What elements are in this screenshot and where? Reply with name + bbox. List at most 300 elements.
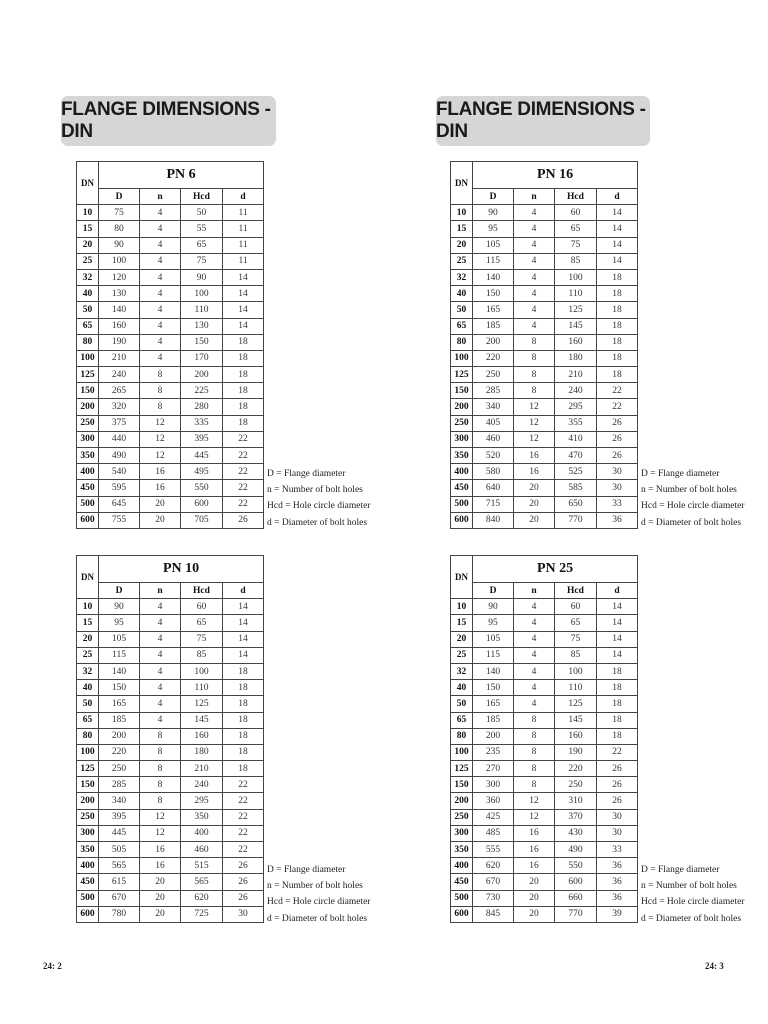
value-cell: 600 [555,874,597,890]
value-cell: 595 [99,480,140,496]
dn-cell: 15 [77,615,99,631]
dn-cell: 50 [77,696,99,712]
value-cell: 110 [555,680,597,696]
value-cell: 340 [473,399,514,415]
value-cell: 160 [555,728,597,744]
value-cell: 20 [514,874,555,890]
value-cell: 115 [473,647,514,663]
value-cell: 4 [140,599,181,615]
dn-cell: 50 [451,302,473,318]
dn-cell: 32 [451,269,473,285]
table-row [77,906,264,922]
hole-circle-header: Hcd [181,189,223,205]
value-cell: 16 [140,464,181,480]
value-cell: 8 [140,383,181,399]
value-cell: 640 [473,480,514,496]
value-cell: 20 [140,874,181,890]
value-cell: 8 [514,744,555,760]
value-cell: 8 [140,728,181,744]
value-cell: 65 [181,615,223,631]
value-cell: 190 [99,334,140,350]
value-cell: 22 [223,431,264,447]
legend-pn6 [267,466,370,531]
value-cell: 160 [181,728,223,744]
value-cell: 485 [473,825,514,841]
table-row [451,712,638,728]
value-cell: 210 [181,761,223,777]
value-cell: 14 [597,615,638,631]
table-row [451,663,638,679]
value-cell: 18 [597,728,638,744]
value-cell: 200 [99,728,140,744]
flange-diameter-header: D [473,189,514,205]
value-cell: 22 [223,793,264,809]
table-row [77,205,264,221]
value-cell: 150 [473,286,514,302]
value-cell: 12 [140,431,181,447]
legend-item: d = Diameter of bolt holes [267,913,368,924]
value-cell: 4 [514,253,555,269]
dn-cell: 40 [451,680,473,696]
value-cell: 30 [597,480,638,496]
dn-cell: 125 [77,761,99,777]
value-cell: 520 [473,448,514,464]
dn-cell: 32 [77,663,99,679]
value-cell: 100 [555,269,597,285]
value-cell: 540 [99,464,140,480]
pressure-class-label: PN 25 [473,556,638,583]
flange-diameter-header: D [473,583,514,599]
value-cell: 445 [99,825,140,841]
table-row [77,647,264,663]
table-row [77,825,264,841]
value-cell: 220 [473,350,514,366]
legend-item: d = Diameter of bolt holes [267,517,368,528]
value-cell: 295 [181,793,223,809]
value-cell: 4 [140,631,181,647]
value-cell: 4 [140,318,181,334]
value-cell: 4 [140,350,181,366]
dn-cell: 10 [77,205,99,221]
value-cell: 75 [181,631,223,647]
value-cell: 18 [597,696,638,712]
table-row [77,631,264,647]
value-cell: 105 [473,237,514,253]
value-cell: 145 [555,712,597,728]
table-row [77,712,264,728]
value-cell: 4 [140,680,181,696]
value-cell: 18 [223,663,264,679]
value-cell: 8 [514,761,555,777]
value-cell: 240 [99,367,140,383]
dn-cell: 150 [77,777,99,793]
value-cell: 705 [181,512,223,528]
value-cell: 18 [223,334,264,350]
value-cell: 14 [223,269,264,285]
bolt-count-header: n [514,583,555,599]
dn-cell: 600 [77,512,99,528]
value-cell: 80 [99,221,140,237]
value-cell: 20 [140,512,181,528]
dn-cell: 500 [451,890,473,906]
value-cell: 18 [223,712,264,728]
dn-cell: 50 [451,696,473,712]
table-row [77,793,264,809]
legend-item: d = Diameter of bolt holes [641,913,742,924]
value-cell: 200 [473,334,514,350]
value-cell: 4 [514,221,555,237]
value-cell: 555 [473,842,514,858]
dn-cell: 32 [77,269,99,285]
value-cell: 105 [99,631,140,647]
table-row [77,431,264,447]
value-cell: 410 [555,431,597,447]
value-cell: 125 [555,696,597,712]
dn-cell: 350 [451,842,473,858]
value-cell: 65 [555,221,597,237]
value-cell: 12 [514,399,555,415]
dn-cell: 300 [77,825,99,841]
value-cell: 4 [140,253,181,269]
hole-circle-header: Hcd [555,189,597,205]
value-cell: 220 [555,761,597,777]
value-cell: 60 [181,599,223,615]
value-cell: 190 [555,744,597,760]
dn-cell: 300 [451,825,473,841]
value-cell: 22 [223,842,264,858]
value-cell: 36 [597,890,638,906]
legend-item: n = Number of bolt holes [641,485,737,496]
value-cell: 22 [223,496,264,512]
value-cell: 4 [514,663,555,679]
value-cell: 20 [140,496,181,512]
legend-item: d = Diameter of bolt holes [641,517,742,528]
table-row [451,793,638,809]
dn-cell: 600 [451,512,473,528]
value-cell: 4 [514,205,555,221]
value-cell: 22 [223,825,264,841]
table-row [77,253,264,269]
value-cell: 600 [181,496,223,512]
value-cell: 110 [181,680,223,696]
value-cell: 95 [473,221,514,237]
legend-item: n = Number of bolt holes [641,881,737,892]
value-cell: 8 [514,334,555,350]
value-cell: 18 [223,383,264,399]
value-cell: 18 [597,350,638,366]
value-cell: 100 [99,253,140,269]
value-cell: 4 [140,221,181,237]
table-row [77,448,264,464]
value-cell: 620 [473,858,514,874]
dn-cell: 15 [451,615,473,631]
value-cell: 11 [223,221,264,237]
dn-header: DN [451,556,473,599]
dn-cell: 500 [77,890,99,906]
value-cell: 670 [99,890,140,906]
value-cell: 4 [140,237,181,253]
value-cell: 14 [223,318,264,334]
value-cell: 240 [555,383,597,399]
table-row [77,221,264,237]
value-cell: 525 [555,464,597,480]
dn-cell: 400 [451,858,473,874]
legend-item: Hcd = Hole circle diameter [267,501,371,512]
value-cell: 90 [473,205,514,221]
value-cell: 22 [223,464,264,480]
page-title-left: FLANGE DIMENSIONS - DIN [61,96,276,146]
value-cell: 18 [597,663,638,679]
value-cell: 725 [181,906,223,922]
dn-cell: 200 [77,399,99,415]
table-row [451,480,638,496]
value-cell: 165 [473,696,514,712]
value-cell: 585 [555,480,597,496]
bolt-count-header: n [514,189,555,205]
value-cell: 340 [99,793,140,809]
table-row [77,858,264,874]
dn-cell: 40 [77,680,99,696]
value-cell: 18 [597,680,638,696]
value-cell: 250 [99,761,140,777]
value-cell: 550 [181,480,223,496]
dn-cell: 450 [77,480,99,496]
dn-cell: 10 [77,599,99,615]
dn-cell: 80 [77,728,99,744]
value-cell: 615 [99,874,140,890]
value-cell: 16 [514,842,555,858]
value-cell: 18 [223,399,264,415]
table-row [451,825,638,841]
value-cell: 160 [99,318,140,334]
table-row [451,350,638,366]
value-cell: 270 [473,761,514,777]
dn-cell: 25 [451,253,473,269]
value-cell: 400 [181,825,223,841]
value-cell: 12 [514,793,555,809]
table-row [451,809,638,825]
value-cell: 140 [99,302,140,318]
value-cell: 335 [181,415,223,431]
value-cell: 20 [514,480,555,496]
dn-cell: 100 [451,350,473,366]
value-cell: 285 [473,383,514,399]
value-cell: 360 [473,793,514,809]
value-cell: 8 [140,761,181,777]
value-cell: 16 [514,448,555,464]
value-cell: 225 [181,383,223,399]
value-cell: 18 [223,696,264,712]
table-row [451,431,638,447]
dn-cell: 250 [451,809,473,825]
value-cell: 14 [223,286,264,302]
value-cell: 4 [514,237,555,253]
legend-item: D = Flange diameter [267,865,346,875]
table-row [77,318,264,334]
dn-header: DN [77,162,99,205]
hole-circle-header: Hcd [555,583,597,599]
value-cell: 115 [99,647,140,663]
table-row [77,890,264,906]
value-cell: 85 [555,647,597,663]
value-cell: 14 [597,631,638,647]
value-cell: 65 [555,615,597,631]
value-cell: 160 [555,334,597,350]
value-cell: 95 [473,615,514,631]
value-cell: 240 [181,777,223,793]
dn-cell: 40 [451,286,473,302]
table-row [77,761,264,777]
dn-cell: 400 [451,464,473,480]
dn-cell: 25 [451,647,473,663]
table-row [77,302,264,318]
table-row [77,383,264,399]
table-row [451,367,638,383]
value-cell: 730 [473,890,514,906]
value-cell: 715 [473,496,514,512]
flange-diameter-header: D [99,583,140,599]
table-row [451,890,638,906]
value-cell: 26 [597,761,638,777]
value-cell: 90 [473,599,514,615]
legend-item: D = Flange diameter [641,865,720,875]
page-number-right: 24: 3 [705,961,724,971]
value-cell: 26 [223,512,264,528]
value-cell: 22 [597,399,638,415]
value-cell: 90 [99,599,140,615]
value-cell: 8 [514,728,555,744]
value-cell: 4 [140,302,181,318]
value-cell: 20 [514,890,555,906]
table-row [451,680,638,696]
value-cell: 8 [514,712,555,728]
dn-cell: 80 [451,728,473,744]
value-cell: 65 [181,237,223,253]
value-cell: 18 [597,334,638,350]
value-cell: 33 [597,842,638,858]
table-row [451,761,638,777]
value-cell: 490 [555,842,597,858]
table-row [77,480,264,496]
table-row [77,599,264,615]
value-cell: 660 [555,890,597,906]
table-row [451,599,638,615]
legend-pn16 [641,466,744,531]
value-cell: 4 [140,696,181,712]
value-cell: 200 [181,367,223,383]
dn-cell: 100 [77,744,99,760]
value-cell: 22 [223,448,264,464]
value-cell: 14 [223,302,264,318]
pressure-class-label: PN 6 [99,162,264,189]
value-cell: 20 [140,890,181,906]
value-cell: 440 [99,431,140,447]
table-row [77,615,264,631]
table-row [451,269,638,285]
value-cell: 12 [514,431,555,447]
dn-cell: 150 [451,777,473,793]
value-cell: 115 [473,253,514,269]
dn-cell: 500 [77,496,99,512]
value-cell: 370 [555,809,597,825]
value-cell: 355 [555,415,597,431]
value-cell: 180 [181,744,223,760]
value-cell: 130 [181,318,223,334]
value-cell: 36 [597,512,638,528]
dn-cell: 80 [451,334,473,350]
value-cell: 20 [514,512,555,528]
value-cell: 50 [181,205,223,221]
table-row [451,696,638,712]
table-row [77,237,264,253]
value-cell: 26 [597,448,638,464]
table-row [77,842,264,858]
value-cell: 4 [140,334,181,350]
value-cell: 60 [555,599,597,615]
value-cell: 165 [99,696,140,712]
value-cell: 18 [223,761,264,777]
value-cell: 120 [99,269,140,285]
pressure-class-label: PN 16 [473,162,638,189]
table-row [451,318,638,334]
value-cell: 4 [514,615,555,631]
value-cell: 16 [140,842,181,858]
value-cell: 375 [99,415,140,431]
value-cell: 16 [140,858,181,874]
value-cell: 14 [223,599,264,615]
value-cell: 14 [597,647,638,663]
dn-cell: 25 [77,647,99,663]
table-row [77,663,264,679]
value-cell: 8 [140,777,181,793]
value-cell: 26 [597,415,638,431]
value-cell: 12 [514,809,555,825]
value-cell: 75 [555,631,597,647]
value-cell: 185 [473,318,514,334]
dn-cell: 40 [77,286,99,302]
table-row [451,615,638,631]
table-row [77,334,264,350]
value-cell: 14 [597,221,638,237]
value-cell: 30 [597,825,638,841]
value-cell: 4 [140,712,181,728]
value-cell: 75 [99,205,140,221]
value-cell: 650 [555,496,597,512]
value-cell: 490 [99,448,140,464]
table-row [451,399,638,415]
value-cell: 780 [99,906,140,922]
dn-cell: 10 [451,599,473,615]
dn-cell: 200 [77,793,99,809]
value-cell: 770 [555,906,597,922]
value-cell: 26 [223,890,264,906]
table-row [77,777,264,793]
table-row [77,744,264,760]
value-cell: 110 [181,302,223,318]
dn-cell: 65 [451,318,473,334]
table-row [451,842,638,858]
value-cell: 565 [99,858,140,874]
table-row [77,496,264,512]
table-row [77,286,264,302]
bolt-count-header: n [140,189,181,205]
table-row [451,464,638,480]
table-row [77,367,264,383]
value-cell: 60 [555,205,597,221]
hole-circle-header: Hcd [181,583,223,599]
value-cell: 11 [223,205,264,221]
value-cell: 18 [223,680,264,696]
